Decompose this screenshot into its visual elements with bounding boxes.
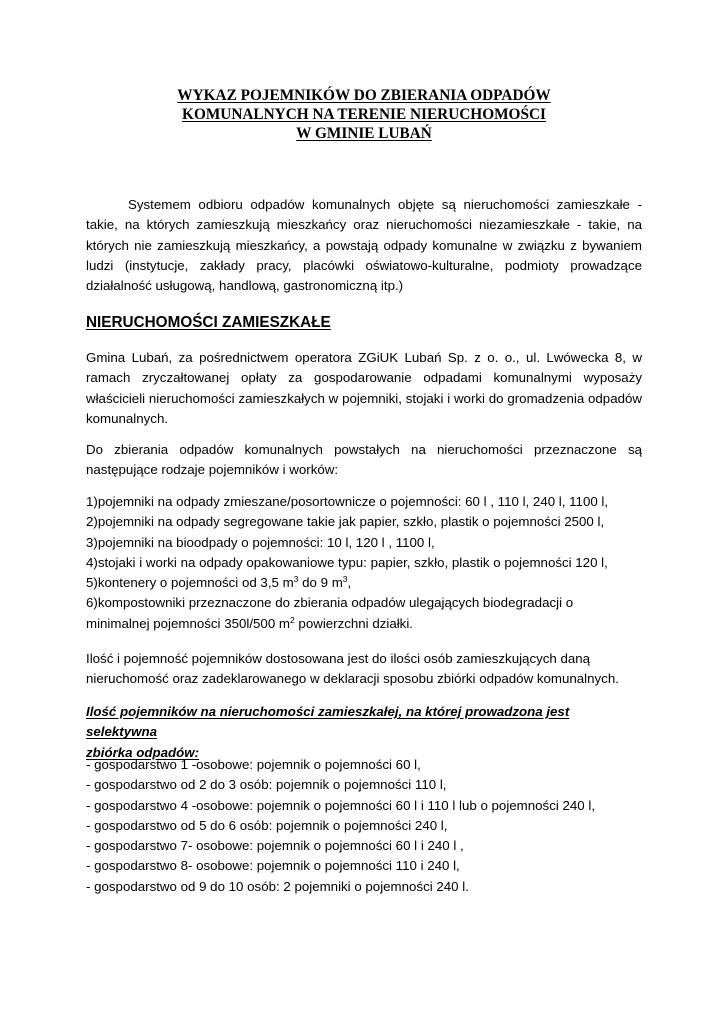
list-item-text: do 9 m [298,575,343,591]
household-item: - gospodarstwo 4 -osobowe: pojemnik o pojemności 60 l i 110 l lub o pojemności 240 l, [86,797,596,813]
container-types-intro: Do zbierania odpadów komunalnych powstałych na nieruchomości przeznaczone są następujące rodzaje pojemników i worków: [86,442,642,478]
operator-paragraph: Gmina Lubań, za pośrednictwem operatora ZGiUK Lubań Sp. z o. o., ul. Lwówecka 8, w ramach zryczałtowanej opłaty za gospodarowanie odpadami komunalnymi wyposaży właścicieli nieruchomości zamieszkałych w pojemniki, stojaki i worki do gromadzenia odpadów komunalnych. [86,350,642,426]
title-line-3: W GMINIE LUBAŃ [296,125,432,142]
household-item: - gospodarstwo 7- osobowe: pojemnik o pojemności 60 l i 240 l , [86,838,464,854]
container-types-list [86,492,642,634]
title-line-1: WYKAZ POJEMNIKÓW DO ZBIERANIA ODPADÓW [177,87,551,104]
list-item-text: , [347,575,352,591]
list-item-text: powierzchni działki. [294,615,413,631]
document-title [86,86,642,143]
quantity-paragraph [86,649,642,690]
list-item: 3)pojemniki na bioodpady o pojemności: 10 l, 120 l , 1100 l, [86,534,435,550]
superscript: 2 [290,614,295,625]
household-item: - gospodarstwo 1 -osobowe: pojemnik o pojemności 60 l, [86,757,421,772]
quantity-line-1: Ilość i pojemność pojemników dostosowana jest do ilości osób zamieszkujących daną [86,651,591,666]
household-item: - gospodarstwo od 2 do 3 osób: pojemnik o pojemności 110 l, [86,777,447,793]
intro-paragraph: Systemem odbioru odpadów komunalnych objęte są nieruchomości zamieszkałe - takie, na których zamieszkują mieszkańcy oraz nieruchomości niezamieszkałe - takie, na których nie zamieszkują mieszkańcy, a powstają odpady komunalne w związku z bywaniem ludzi (instytucje, zakłady pracy, placówki oświatowo-kulturalne, podmioty prowadzące działalność usługową, handlową, gastronomiczną itp.) [86,197,642,294]
list-item-text: 6)kompostowniki przeznaczone do zbierania odpadów ulegających biodegradacji o [86,595,574,611]
subheading-line-1: Ilość pojemników na nieruchomości zamieszkałej, na której prowadzona jest selektywna [86,704,570,740]
subheading-line-2: zbiórka odpadów: [86,744,200,760]
list-item-text: minimalnej pojemności 350l/500 m [86,615,290,631]
household-item: - gospodarstwo 8- osobowe: pojemnik o pojemności 110 i 240 l, [86,858,460,874]
section-heading: NIERUCHOMOŚCI ZAMIESZKAŁE [86,314,331,331]
list-item-text: 5)kontenery o pojemności od 3,5 m [86,575,294,591]
quantity-line-2: nieruchomość oraz zadeklarowanego w deklaracji sposobu zbiórki odpadów komunalnych. [86,671,619,687]
list-item: 2)pojemniki na odpady segregowane takie jak papier, szkło, plastik o pojemności 2500 l, [86,514,605,530]
household-item: - gospodarstwo od 5 do 6 osób: pojemnik o pojemności 240 l, [86,817,448,833]
list-item [86,573,642,593]
household-list [86,755,642,897]
list-item [86,593,642,634]
list-item: 1)pojemniki na odpady zmieszane/posortownicze o pojemności: 60 l , 110 l, 240 l, 1100 l, [86,494,609,509]
superscript: 3 [342,574,348,585]
superscript: 3 [293,574,299,585]
list-item: 4)stojaki i worki na odpady opakowaniowe typu: papier, szkło, plastik o pojemności 120 l, [86,554,608,570]
household-item: - gospodarstwo od 9 do 10 osób: 2 pojemniki o pojemności 240 l. [86,878,469,894]
title-line-2: KOMUNALNYCH NA TERENIE NIERUCHOMOŚCI [182,106,546,123]
selective-collection-heading [86,702,642,763]
